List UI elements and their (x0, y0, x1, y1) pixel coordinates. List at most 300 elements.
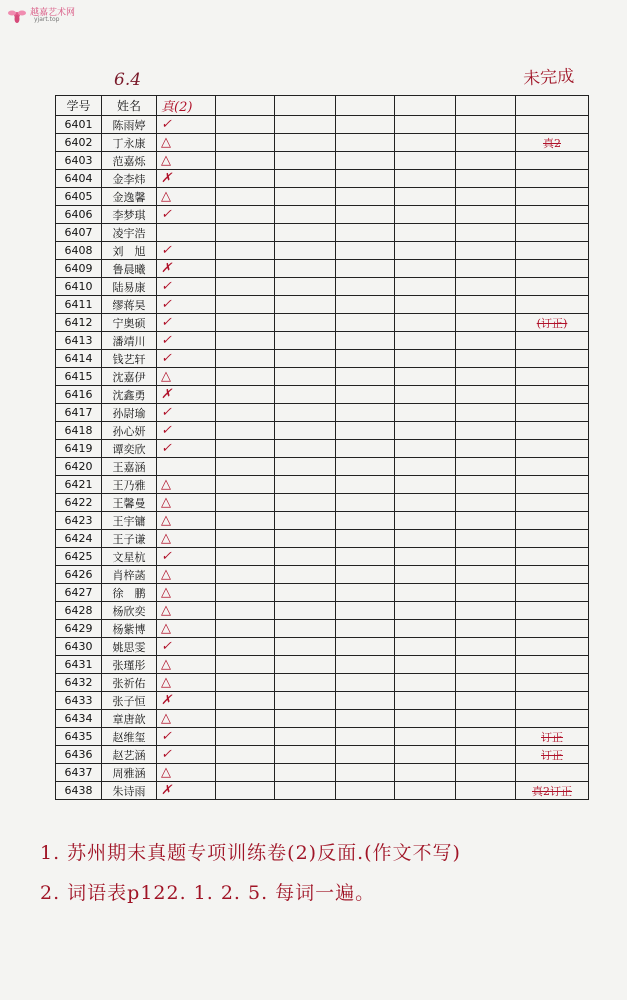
empty-cell (456, 584, 516, 602)
grade-mark-cell: ✗ (157, 386, 216, 404)
empty-cell (456, 224, 516, 242)
grade-mark-cell: ✓ (157, 314, 216, 332)
empty-cell (216, 674, 275, 692)
grade-mark-cell: ✓ (157, 728, 216, 746)
empty-cell (216, 530, 275, 548)
empty-cell (456, 368, 516, 386)
student-name-cell: 沈嘉伊 (102, 368, 157, 386)
student-name-cell: 朱诗雨 (102, 782, 157, 800)
grade-mark-cell: △ (157, 566, 216, 584)
empty-cell (336, 782, 395, 800)
empty-cell (336, 458, 395, 476)
empty-cell (456, 746, 516, 764)
empty-cell (216, 782, 275, 800)
empty-cell (275, 368, 336, 386)
remark-cell (516, 548, 589, 566)
empty-cell (456, 116, 516, 134)
empty-cell (456, 188, 516, 206)
grade-mark-cell (157, 458, 216, 476)
empty-cell (216, 332, 275, 350)
empty-cell (336, 476, 395, 494)
grade-mark-cell: △ (157, 134, 216, 152)
empty-cell (395, 440, 456, 458)
empty-cell (456, 674, 516, 692)
empty-cell (395, 584, 456, 602)
student-id-cell: 6418 (56, 422, 102, 440)
empty-cell (456, 278, 516, 296)
handwritten-date: 6.4 (114, 70, 142, 90)
student-id-cell: 6414 (56, 350, 102, 368)
table-header-row (56, 96, 589, 116)
grade-mark-cell: ✓ (157, 440, 216, 458)
student-name-cell: 王嘉涵 (102, 458, 157, 476)
student-name-cell: 宁奥硕 (102, 314, 157, 332)
grade-mark-cell: △ (157, 602, 216, 620)
remark-cell (516, 764, 589, 782)
student-id-cell: 6423 (56, 512, 102, 530)
empty-cell (456, 476, 516, 494)
empty-cell (216, 584, 275, 602)
empty-cell (456, 458, 516, 476)
student-name-cell: 鲁晨曦 (102, 260, 157, 278)
table-row (56, 404, 589, 422)
empty-cell (275, 602, 336, 620)
table-row (56, 764, 589, 782)
empty-cell (456, 638, 516, 656)
table-row (56, 548, 589, 566)
empty-cell (395, 692, 456, 710)
student-name-cell: 谭奕欣 (102, 440, 157, 458)
student-id-cell: 6435 (56, 728, 102, 746)
empty-cell (395, 116, 456, 134)
student-id-cell: 6428 (56, 602, 102, 620)
empty-cell (395, 404, 456, 422)
empty-cell (336, 638, 395, 656)
empty-cell (456, 260, 516, 278)
student-name-cell: 陆易康 (102, 278, 157, 296)
remark-cell (516, 602, 589, 620)
empty-cell (336, 350, 395, 368)
table-row (56, 656, 589, 674)
remark-cell (516, 206, 589, 224)
table-row (56, 368, 589, 386)
table-row (56, 710, 589, 728)
grade-mark-cell: △ (157, 512, 216, 530)
empty-cell (216, 152, 275, 170)
empty-cell (456, 692, 516, 710)
empty-cell (216, 350, 275, 368)
remark-cell (516, 512, 589, 530)
empty-cell (395, 422, 456, 440)
empty-cell (216, 440, 275, 458)
empty-cell (275, 566, 336, 584)
student-name-cell: 徐 鹏 (102, 584, 157, 602)
student-name-cell: 王乃雅 (102, 476, 157, 494)
header-empty (395, 96, 456, 116)
remark-cell (516, 386, 589, 404)
empty-cell (336, 620, 395, 638)
student-id-cell: 6422 (56, 494, 102, 512)
empty-cell (275, 530, 336, 548)
empty-cell (336, 692, 395, 710)
empty-cell (216, 620, 275, 638)
grade-mark-cell: △ (157, 620, 216, 638)
student-id-cell: 6409 (56, 260, 102, 278)
grade-mark-cell: ✗ (157, 782, 216, 800)
empty-cell (216, 494, 275, 512)
empty-cell (275, 170, 336, 188)
student-name-cell: 姚思雯 (102, 638, 157, 656)
empty-cell (275, 296, 336, 314)
table-row (56, 296, 589, 314)
empty-cell (216, 260, 275, 278)
empty-cell (275, 710, 336, 728)
table-row (56, 260, 589, 278)
empty-cell (336, 260, 395, 278)
empty-cell (275, 656, 336, 674)
table-row (56, 782, 589, 800)
table-row (56, 116, 589, 134)
student-id-cell: 6407 (56, 224, 102, 242)
grade-mark-cell: ✓ (157, 242, 216, 260)
table-row (56, 638, 589, 656)
empty-cell (216, 602, 275, 620)
student-id-cell: 6411 (56, 296, 102, 314)
table-row (56, 314, 589, 332)
empty-cell (275, 512, 336, 530)
table-row (56, 728, 589, 746)
empty-cell (336, 746, 395, 764)
header-empty (456, 96, 516, 116)
empty-cell (216, 368, 275, 386)
empty-cell (275, 674, 336, 692)
empty-cell (336, 116, 395, 134)
empty-cell (395, 566, 456, 584)
empty-cell (336, 296, 395, 314)
empty-cell (275, 620, 336, 638)
remark-cell (516, 368, 589, 386)
remark-cell (516, 242, 589, 260)
grade-mark-cell: ✗ (157, 692, 216, 710)
empty-cell (336, 494, 395, 512)
empty-cell (336, 422, 395, 440)
empty-cell (336, 566, 395, 584)
student-id-cell: 6431 (56, 656, 102, 674)
student-id-cell: 6436 (56, 746, 102, 764)
empty-cell (216, 638, 275, 656)
grade-mark-cell: ✗ (157, 260, 216, 278)
empty-cell (456, 170, 516, 188)
empty-cell (336, 152, 395, 170)
empty-cell (216, 512, 275, 530)
empty-cell (275, 782, 336, 800)
student-id-cell: 6412 (56, 314, 102, 332)
remark-cell (516, 530, 589, 548)
student-id-cell: 6408 (56, 242, 102, 260)
student-id-cell: 6424 (56, 530, 102, 548)
remark-cell (516, 188, 589, 206)
empty-cell (456, 530, 516, 548)
student-name-cell: 张子恒 (102, 692, 157, 710)
empty-cell (395, 170, 456, 188)
empty-cell (395, 350, 456, 368)
student-id-cell: 6401 (56, 116, 102, 134)
empty-cell (395, 656, 456, 674)
empty-cell (336, 602, 395, 620)
student-name-cell: 周雅涵 (102, 764, 157, 782)
table-row (56, 476, 589, 494)
grade-mark-cell: △ (157, 530, 216, 548)
empty-cell (395, 746, 456, 764)
grade-mark-cell: ✓ (157, 422, 216, 440)
empty-cell (216, 458, 275, 476)
empty-cell (336, 764, 395, 782)
student-roster-table (55, 95, 589, 800)
student-id-cell: 6421 (56, 476, 102, 494)
student-name-cell: 张瑾彤 (102, 656, 157, 674)
empty-cell (395, 314, 456, 332)
empty-cell (336, 584, 395, 602)
homework-line-2: 2. 词语表p122. 1. 2. 5. 每词一遍。 (40, 882, 376, 904)
empty-cell (336, 224, 395, 242)
remark-cell: 订正 (516, 746, 589, 764)
empty-cell (456, 386, 516, 404)
table-row (56, 278, 589, 296)
student-name-cell: 缪蒋昊 (102, 296, 157, 314)
empty-cell (456, 242, 516, 260)
remark-cell (516, 260, 589, 278)
empty-cell (336, 404, 395, 422)
grade-mark-cell: △ (157, 152, 216, 170)
empty-cell (275, 746, 336, 764)
empty-cell (395, 134, 456, 152)
student-id-cell: 6432 (56, 674, 102, 692)
empty-cell (275, 134, 336, 152)
watermark-name: 越嘉艺术网 (30, 8, 76, 18)
empty-cell (456, 440, 516, 458)
empty-cell (456, 728, 516, 746)
empty-cell (275, 458, 336, 476)
empty-cell (275, 494, 336, 512)
empty-cell (336, 512, 395, 530)
empty-cell (275, 692, 336, 710)
empty-cell (395, 386, 456, 404)
empty-cell (275, 260, 336, 278)
table-row (56, 422, 589, 440)
empty-cell (395, 206, 456, 224)
empty-cell (456, 782, 516, 800)
student-id-cell: 6403 (56, 152, 102, 170)
student-id-cell: 6404 (56, 170, 102, 188)
table-row (56, 458, 589, 476)
student-name-cell: 赵艺涵 (102, 746, 157, 764)
table-row (56, 566, 589, 584)
watermark-url: yjart.top (34, 16, 60, 23)
remark-cell (516, 278, 589, 296)
empty-cell (395, 548, 456, 566)
empty-cell (336, 656, 395, 674)
grade-mark-cell: ✓ (157, 116, 216, 134)
empty-cell (275, 548, 336, 566)
student-id-cell: 6410 (56, 278, 102, 296)
remark-cell (516, 656, 589, 674)
empty-cell (216, 224, 275, 242)
remark-cell (516, 170, 589, 188)
table-row (56, 584, 589, 602)
empty-cell (275, 152, 336, 170)
empty-cell (395, 674, 456, 692)
empty-cell (216, 386, 275, 404)
table-row (56, 206, 589, 224)
empty-cell (456, 602, 516, 620)
student-name-cell: 赵维玺 (102, 728, 157, 746)
student-name-cell: 杨欣奕 (102, 602, 157, 620)
header-empty (216, 96, 275, 116)
empty-cell (336, 206, 395, 224)
table-row (56, 332, 589, 350)
student-id-cell: 6417 (56, 404, 102, 422)
empty-cell (395, 152, 456, 170)
grade-mark-cell: ✓ (157, 206, 216, 224)
table-row (56, 530, 589, 548)
student-name-cell: 孙心妍 (102, 422, 157, 440)
student-name-cell: 陈雨婷 (102, 116, 157, 134)
empty-cell (456, 656, 516, 674)
empty-cell (395, 638, 456, 656)
empty-cell (456, 494, 516, 512)
student-name-cell: 孙尉瑜 (102, 404, 157, 422)
empty-cell (336, 368, 395, 386)
grade-mark-cell: △ (157, 188, 216, 206)
student-id-cell: 6438 (56, 782, 102, 800)
empty-cell (216, 692, 275, 710)
grade-mark-cell: ✓ (157, 350, 216, 368)
grade-mark-cell: ✓ (157, 746, 216, 764)
student-name-cell: 王馨曼 (102, 494, 157, 512)
empty-cell (216, 728, 275, 746)
header-student-id: 学号 (56, 96, 102, 116)
grade-mark-cell (157, 224, 216, 242)
empty-cell (216, 548, 275, 566)
grade-mark-cell: △ (157, 764, 216, 782)
table-row (56, 746, 589, 764)
student-id-cell: 6426 (56, 566, 102, 584)
empty-cell (216, 116, 275, 134)
table-row (56, 134, 589, 152)
student-id-cell: 6434 (56, 710, 102, 728)
empty-cell (395, 242, 456, 260)
student-id-cell: 6427 (56, 584, 102, 602)
header-empty (275, 96, 336, 116)
student-name-cell: 王子谦 (102, 530, 157, 548)
empty-cell (336, 188, 395, 206)
student-name-cell: 张祈佑 (102, 674, 157, 692)
grade-mark-cell: ✓ (157, 548, 216, 566)
empty-cell (395, 332, 456, 350)
empty-cell (456, 152, 516, 170)
grade-mark-cell: ✓ (157, 638, 216, 656)
empty-cell (395, 494, 456, 512)
student-name-cell: 钱艺轩 (102, 350, 157, 368)
student-name-cell: 金逸馨 (102, 188, 157, 206)
student-name-cell: 范嘉烁 (102, 152, 157, 170)
empty-cell (395, 188, 456, 206)
student-name-cell: 凌宇浩 (102, 224, 157, 242)
empty-cell (395, 530, 456, 548)
empty-cell (216, 710, 275, 728)
empty-cell (275, 314, 336, 332)
empty-cell (216, 656, 275, 674)
student-id-cell: 6413 (56, 332, 102, 350)
empty-cell (216, 188, 275, 206)
remark-cell (516, 494, 589, 512)
empty-cell (216, 278, 275, 296)
empty-cell (456, 548, 516, 566)
table-row (56, 602, 589, 620)
student-id-cell: 6433 (56, 692, 102, 710)
table-row (56, 188, 589, 206)
empty-cell (216, 422, 275, 440)
student-name-cell: 杨紫博 (102, 620, 157, 638)
empty-cell (336, 710, 395, 728)
student-id-cell: 6425 (56, 548, 102, 566)
empty-cell (275, 224, 336, 242)
student-id-cell: 6437 (56, 764, 102, 782)
empty-cell (395, 278, 456, 296)
grade-mark-cell: △ (157, 494, 216, 512)
student-name-cell: 沈鑫勇 (102, 386, 157, 404)
remark-cell (516, 116, 589, 134)
student-id-cell: 6420 (56, 458, 102, 476)
empty-cell (456, 620, 516, 638)
empty-cell (395, 296, 456, 314)
empty-cell (336, 674, 395, 692)
site-watermark (6, 5, 86, 27)
empty-cell (395, 224, 456, 242)
grade-mark-cell: ✓ (157, 278, 216, 296)
header-empty (336, 96, 395, 116)
remark-cell (516, 566, 589, 584)
remark-cell (516, 350, 589, 368)
grade-mark-cell: ✓ (157, 296, 216, 314)
student-id-cell: 6402 (56, 134, 102, 152)
empty-cell (456, 206, 516, 224)
empty-cell (275, 206, 336, 224)
empty-cell (456, 134, 516, 152)
table-row (56, 494, 589, 512)
empty-cell (395, 620, 456, 638)
header-student-name: 姓名 (102, 96, 157, 116)
header-empty (516, 96, 589, 116)
table-row (56, 512, 589, 530)
table-row (56, 440, 589, 458)
empty-cell (395, 764, 456, 782)
empty-cell (216, 764, 275, 782)
student-name-cell: 刘 旭 (102, 242, 157, 260)
empty-cell (216, 314, 275, 332)
empty-cell (275, 764, 336, 782)
remark-cell (516, 476, 589, 494)
empty-cell (456, 512, 516, 530)
empty-cell (336, 242, 395, 260)
empty-cell (395, 710, 456, 728)
empty-cell (395, 512, 456, 530)
grade-mark-cell: △ (157, 674, 216, 692)
grade-mark-cell: △ (157, 710, 216, 728)
empty-cell (395, 368, 456, 386)
table-row (56, 350, 589, 368)
table-row (56, 224, 589, 242)
